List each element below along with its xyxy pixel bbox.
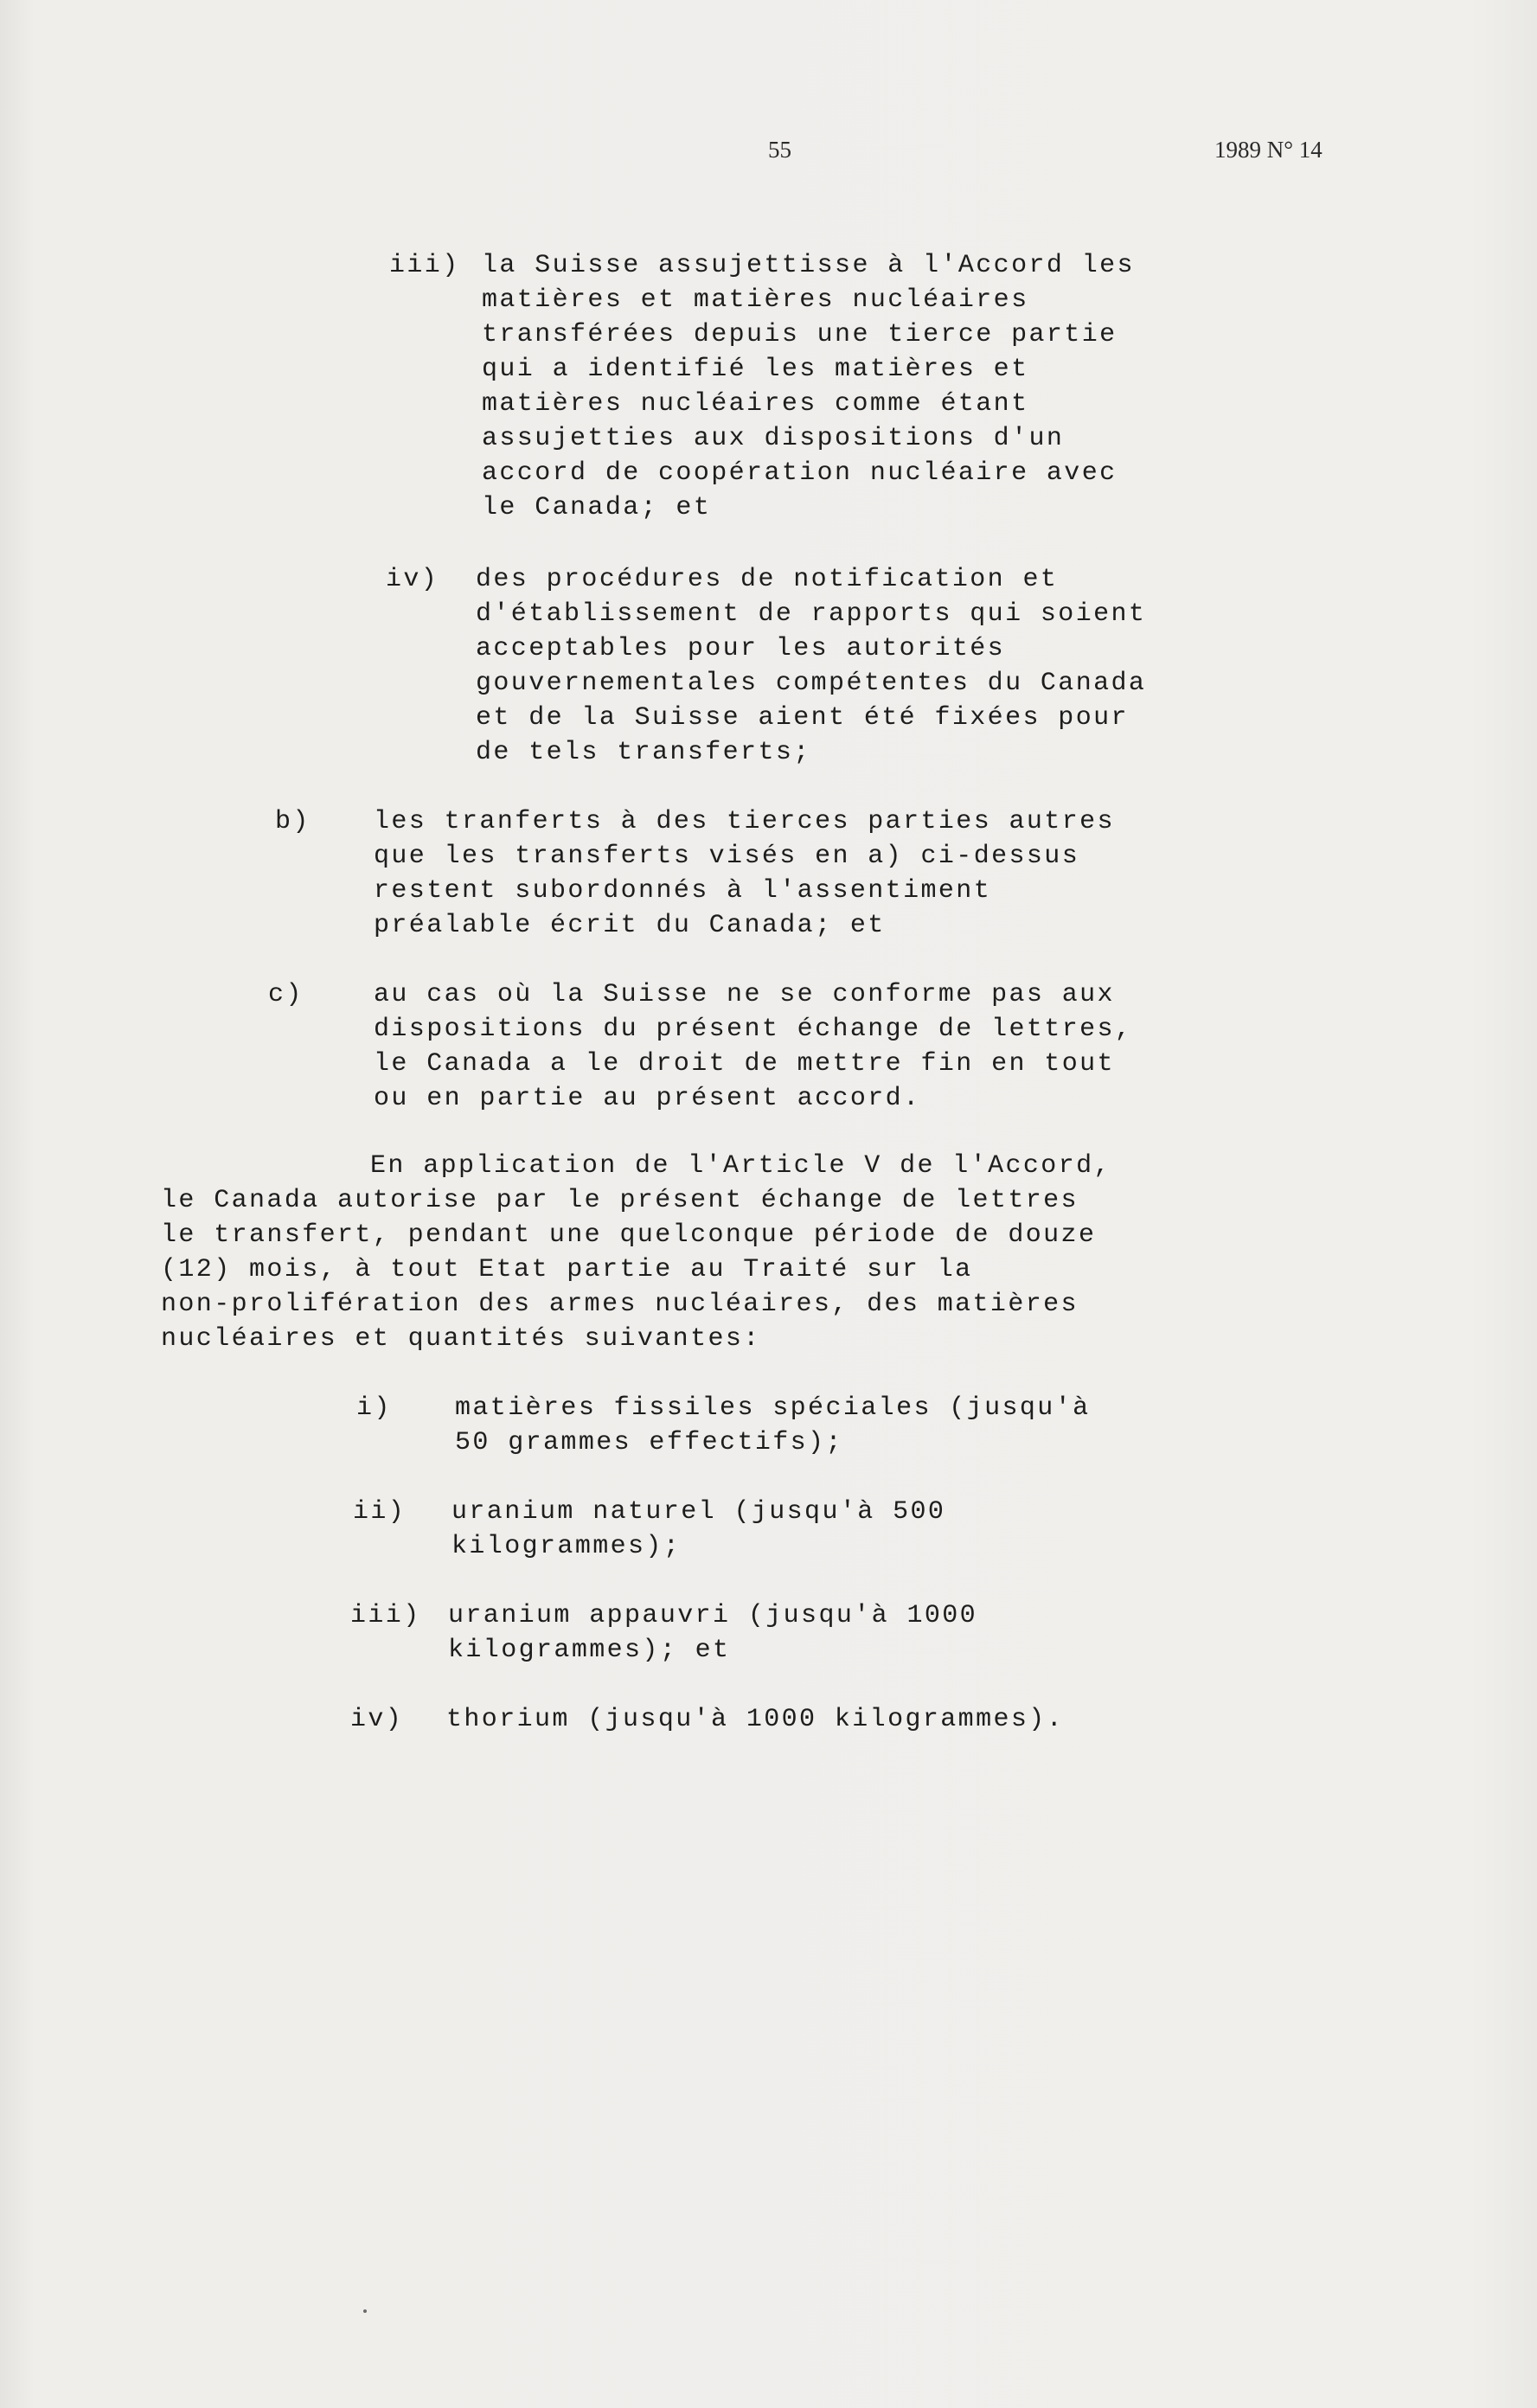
text-line: uranium appauvri (jusqu'à 1000 bbox=[448, 1601, 978, 1630]
text-line: uranium naturel (jusqu'à 500 bbox=[451, 1497, 946, 1527]
list-marker: i) bbox=[356, 1393, 392, 1423]
text-line: gouvernementales compétentes du Canada bbox=[476, 669, 1147, 698]
text-line: transférées depuis une tierce partie bbox=[482, 320, 1118, 349]
document-reference: 1989 N° 14 bbox=[1214, 137, 1322, 163]
list-marker: b) bbox=[275, 807, 311, 836]
list-marker: c) bbox=[268, 980, 304, 1009]
text-line: non-prolifération des armes nucléaires, des matières bbox=[161, 1290, 1079, 1319]
text-line: En application de l'Article V de l'Accord, bbox=[370, 1151, 1111, 1181]
text-line: de tels transferts; bbox=[476, 738, 811, 767]
text-line: (12) mois, à tout Etat partie au Traité sur la bbox=[161, 1255, 973, 1284]
text-line: matières fissiles spéciales (jusqu'à bbox=[455, 1393, 1091, 1423]
text-line: matières et matières nucléaires bbox=[482, 285, 1029, 315]
text-line: acceptables pour les autorités bbox=[476, 634, 1006, 663]
text-line: dispositions du présent échange de lettres, bbox=[374, 1015, 1133, 1044]
list-marker: iii) bbox=[389, 251, 460, 280]
text-line: le Canada autorise par le présent échange de lettres bbox=[161, 1186, 1079, 1215]
text-line: et de la Suisse aient été fixées pour bbox=[476, 703, 1129, 733]
text-line: matières nucléaires comme étant bbox=[482, 389, 1029, 419]
page-number: 55 bbox=[768, 137, 791, 163]
list-marker: iv) bbox=[386, 565, 439, 594]
list-marker: iv) bbox=[350, 1705, 404, 1734]
margin-speck bbox=[363, 2309, 367, 2313]
text-line: kilogrammes); bbox=[451, 1532, 682, 1561]
text-line: préalable écrit du Canada; et bbox=[374, 911, 886, 940]
text-line: le Canada; et bbox=[482, 493, 712, 522]
text-line: qui a identifié les matières et bbox=[482, 355, 1029, 384]
list-marker: iii) bbox=[350, 1601, 421, 1630]
text-line: que les transferts visés en a) ci-dessus bbox=[374, 842, 1080, 871]
text-line: des procédures de notification et bbox=[476, 565, 1059, 594]
text-line: au cas où la Suisse ne se conforme pas aux bbox=[374, 980, 1115, 1009]
text-line: kilogrammes); et bbox=[448, 1636, 731, 1665]
text-line: le Canada a le droit de mettre fin en tout bbox=[374, 1049, 1115, 1079]
text-line: 50 grammes effectifs); bbox=[455, 1428, 843, 1457]
list-marker: ii) bbox=[353, 1497, 407, 1527]
text-line: ou en partie au présent accord. bbox=[374, 1084, 921, 1113]
text-line: la Suisse assujettisse à l'Accord les bbox=[482, 251, 1135, 280]
text-line: thorium (jusqu'à 1000 kilogrammes). bbox=[446, 1705, 1065, 1734]
text-line: nucléaires et quantités suivantes: bbox=[161, 1324, 761, 1354]
text-line: d'établissement de rapports qui soient bbox=[476, 599, 1147, 629]
text-line: restent subordonnés à l'assentiment bbox=[374, 876, 992, 906]
text-line: le transfert, pendant une quelconque période de douze bbox=[161, 1220, 1097, 1250]
text-line: les tranferts à des tierces parties autres bbox=[374, 807, 1115, 836]
text-line: accord de coopération nucléaire avec bbox=[482, 458, 1118, 488]
text-line: assujetties aux dispositions d'un bbox=[482, 424, 1065, 453]
